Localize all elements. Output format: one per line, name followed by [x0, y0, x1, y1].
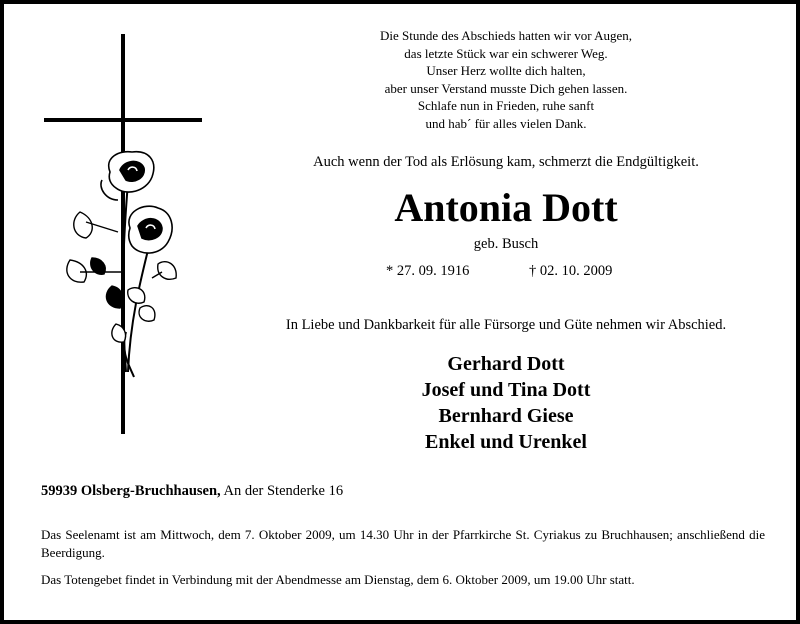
- mourners-list: [304, 351, 708, 455]
- intro-text: Auch wenn der Tod als Erlösung kam, schmerzt die Endgültigkeit.: [313, 154, 699, 170]
- poem-line: aber unser Verstand musste Dich gehen lassen.: [384, 80, 628, 96]
- death-date: † 02. 10. 2009: [529, 263, 613, 279]
- poem-line: Schlafe nun in Frieden, ruhe sanft: [417, 98, 595, 113]
- cross-with-roses-icon: [40, 32, 210, 442]
- poem-line: und hab´ für alles vielen Dank.: [425, 115, 587, 131]
- mourner-name: Enkel und Urenkel: [425, 431, 587, 453]
- address-street: An der Stenderke 16: [223, 483, 344, 499]
- mourner-name: Josef und Tina Dott: [421, 379, 591, 401]
- deceased-name: Antonia Dott: [394, 185, 618, 230]
- poem-line: das letzte Stück war ein schwerer Weg.: [404, 45, 608, 61]
- farewell-text: In Liebe und Dankbarkeit für alle Fürsorge und Güte nehmen wir Abschied.: [285, 317, 727, 333]
- poem-line: Die Stunde des Abschieds hatten wir vor Augen,: [379, 28, 632, 43]
- address-city: 59939 Olsberg-Bruchhausen,: [41, 483, 221, 499]
- funeral-notice: Das Seelenamt ist am Mittwoch, dem 7. Oktober 2009, um 14.30 Uhr in der Pfarrkirche St. Cyriakus zu Bruchhausen; anschließend die Beerdigung.: [41, 527, 765, 560]
- birth-date: * 27. 09. 1916: [386, 263, 470, 279]
- poem: [304, 27, 708, 132]
- mourner-name: Gerhard Dott: [447, 353, 565, 375]
- poem-line: Unser Herz wollte dich halten,: [426, 63, 586, 78]
- prayer-notice: Das Totengebet findet in Verbindung mit der Abendmesse am Dienstag, dem 6. Oktober 2009, um 19.00 Uhr statt.: [41, 572, 635, 587]
- address: [41, 483, 343, 500]
- mourner-name: Bernhard Giese: [438, 405, 574, 427]
- maiden-name: geb. Busch: [473, 236, 539, 252]
